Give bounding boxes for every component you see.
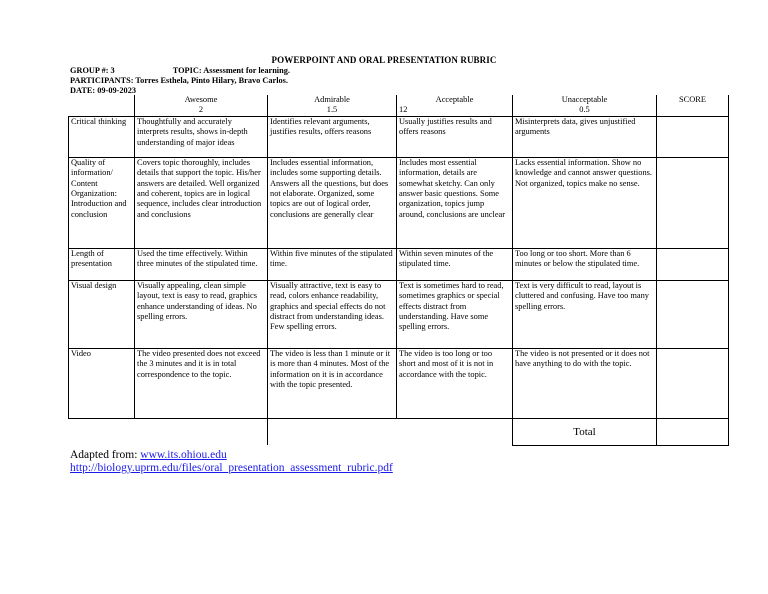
header-unacceptable-points: 0.5	[579, 105, 590, 115]
header-awesome-label: Awesome	[184, 95, 218, 104]
table-row	[69, 157, 729, 248]
awesome-cell: Visually appealing, clean simple layout, text is easy to read, graphics enhance understanding of ideas. No spelling errors.	[135, 280, 268, 348]
score-cell[interactable]	[657, 157, 729, 248]
unacceptable-cell: Too long or too short. More than 6 minutes or below the stipulated time.	[513, 248, 657, 280]
header-unacceptable-label: Unacceptable	[561, 95, 608, 104]
awesome-cell: The video presented does not exceed the 3 minutes and it is in total correspondence to the topic.	[135, 348, 268, 418]
unacceptable-cell: Text is very difficult to read, layout is cluttered and confusing. Have too many spelling errors.	[513, 280, 657, 348]
awesome-cell: Thoughtfully and accurately interprets results, shows in-depth understanding of major ideas	[135, 116, 268, 157]
admirable-cell: Within five minutes of the stipulated time.	[268, 248, 397, 280]
awesome-cell: Covers topic thoroughly, includes details that support the topic. His/her answers are detailed. Well organized and coherent, topics are in logical sequence, includes clear introduction and conclusions	[135, 157, 268, 248]
header-unacceptable	[513, 95, 657, 116]
its-ohiou-link[interactable]: www.its.ohiou.edu	[140, 449, 227, 461]
score-cell[interactable]	[657, 348, 729, 418]
table-row	[69, 348, 729, 418]
score-cell[interactable]	[657, 116, 729, 157]
participants-line: PARTICIPANTS: Torres Esthela, Pinto Hilary, Bravo Carlos.	[70, 76, 288, 85]
table-row	[69, 280, 729, 348]
criterion-cell: Quality of information/ Content Organization: Introduction and conclusion	[69, 157, 135, 248]
header-score: SCORE	[657, 95, 729, 116]
criterion-cell: Video	[69, 348, 135, 418]
header-admirable-points: 1.5	[326, 105, 338, 115]
empty-header-cell	[69, 95, 135, 116]
topic-label: TOPIC: Assessment for learning.	[172, 66, 290, 75]
date-line: DATE: 09-09-2023	[70, 86, 136, 95]
unacceptable-cell: The video is not presented or it does not have anything to do with the topic.	[513, 348, 657, 418]
adapted-from-prefix: Adapted from:	[70, 449, 141, 461]
table-row	[69, 248, 729, 280]
acceptable-cell: Usually justifies results and offers reasons	[397, 116, 513, 157]
header-acceptable-label: Acceptable	[435, 95, 474, 104]
header-admirable-label: Admirable	[314, 95, 350, 104]
document-title: POWERPOINT AND ORAL PRESENTATION RUBRIC	[271, 55, 497, 65]
header-admirable	[268, 95, 397, 116]
biology-rubric-link[interactable]: http://biology.uprm.edu/files/oral_presentation_assessment_rubric.pdf	[70, 462, 393, 474]
admirable-cell: Visually attractive, text is easy to read, colors enhance readability, graphics and special effects do not distract from understanding ideas. Few spelling errors.	[268, 280, 397, 348]
unacceptable-cell: Lacks essential information. Show no knowledge and cannot answer questions. Not organized, topics make no sense.	[513, 157, 657, 248]
criterion-cell: Length of presentation	[69, 248, 135, 280]
acceptable-cell: The video is too long or too short and most of it is not in accordance with the topic.	[397, 348, 513, 418]
acceptable-cell: Includes most essential information, details are somewhat sketchy. Can only answer basic questions. Some organization, topics jump around, conclusions are unclear	[397, 157, 513, 248]
admirable-cell: Identifies relevant arguments, justifies results, offers reasons	[268, 116, 397, 157]
header-acceptable	[397, 95, 513, 116]
group-topic-line	[70, 66, 290, 76]
header-acceptable-points: 12	[399, 105, 408, 115]
header-awesome-points: 2	[198, 105, 204, 115]
score-cell[interactable]	[657, 280, 729, 348]
rubric-table	[68, 95, 729, 446]
header-awesome	[135, 95, 268, 116]
awesome-cell: Used the time effectively. Within three minutes of the stipulated time.	[135, 248, 268, 280]
criterion-cell: Visual design	[69, 280, 135, 348]
biology-link-line	[70, 462, 393, 476]
admirable-cell: Includes essential information, includes some supporting details. Answers all the questions, but does not elaborate. Organized, some topics are out of logical order, conclusions are generally clear	[268, 157, 397, 248]
admirable-cell: The video is less than 1 minute or it is more than 4 minutes. Most of the information on it is in accordance with the topic presented.	[268, 348, 397, 418]
total-label: Total	[513, 418, 657, 445]
unacceptable-cell: Misinterprets data, gives unjustified arguments	[513, 116, 657, 157]
total-row	[69, 418, 729, 445]
acceptable-cell: Within seven minutes of the stipulated time.	[397, 248, 513, 280]
score-cell[interactable]	[657, 248, 729, 280]
total-score-cell[interactable]	[657, 418, 729, 445]
header-row	[69, 95, 729, 116]
group-label: GROUP #: 3	[70, 66, 115, 75]
acceptable-cell: Text is sometimes hard to read, sometimes graphics or special effects distract from understanding. Have some spelling errors.	[397, 280, 513, 348]
criterion-cell: Critical thinking	[69, 116, 135, 157]
table-row	[69, 116, 729, 157]
adapted-from-line	[70, 449, 227, 463]
